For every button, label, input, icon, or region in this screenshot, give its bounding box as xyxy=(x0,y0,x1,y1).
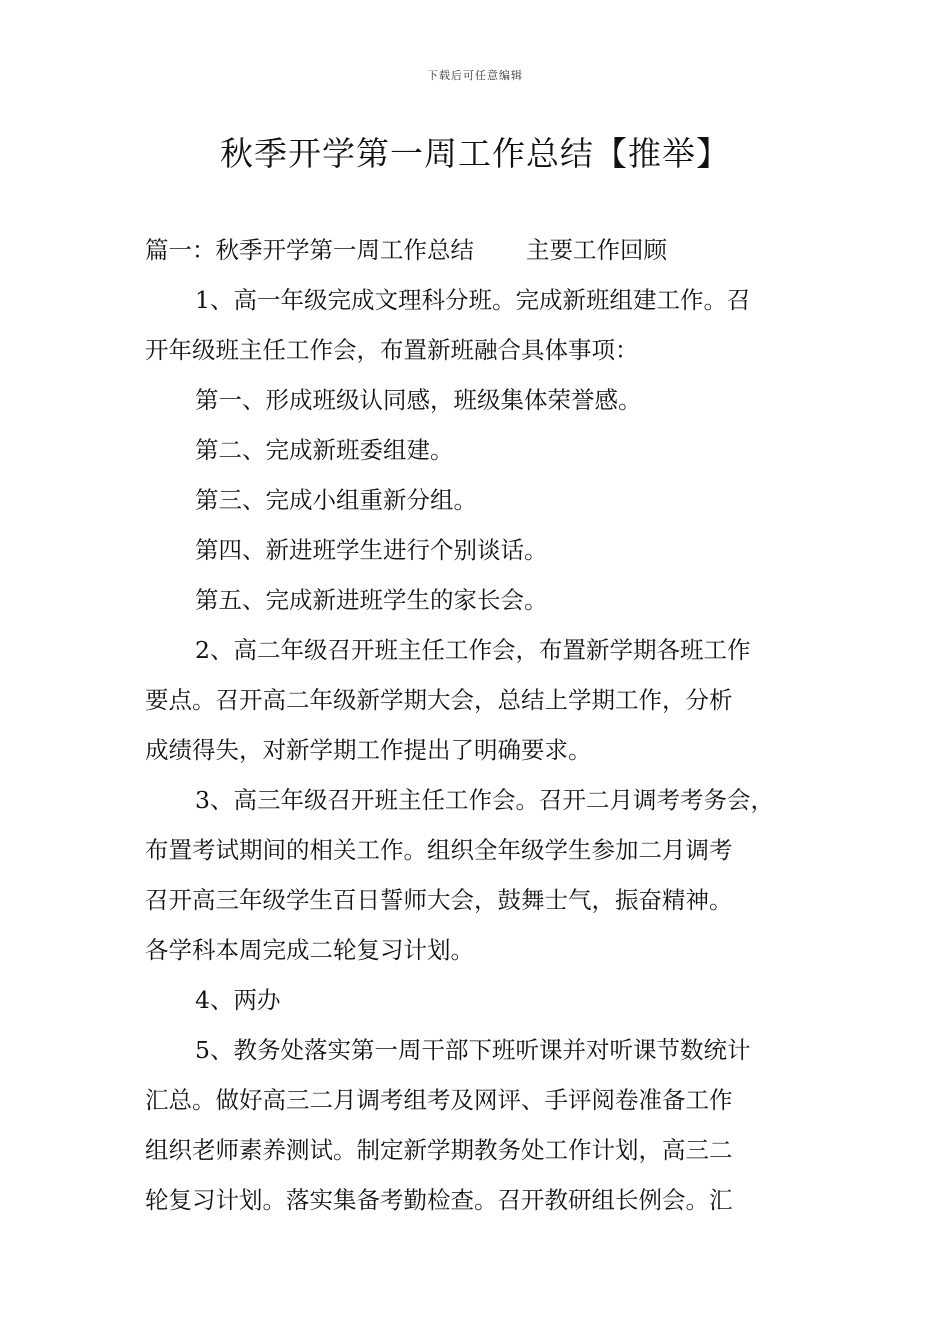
section-heading-title: 篇一：秋季开学第一周工作总结 xyxy=(145,236,474,264)
paragraph-line: 各学科本周完成二轮复习计划。 xyxy=(145,936,474,964)
section-heading xyxy=(145,225,810,275)
paragraph-line: 3、高三年级召开班主任工作会。召开二月调考考务会， xyxy=(195,786,774,814)
paragraph-line: 轮复习计划。落实集备考勤检查。召开教研组长例会。汇 xyxy=(145,1186,733,1214)
document-body xyxy=(145,225,810,1225)
paragraph-line: 第二、完成新班委组建。 xyxy=(195,436,454,464)
document-title: 秋季开学第一周工作总结【推举】 xyxy=(220,134,730,173)
paragraph-line: 第五、完成新进班学生的家长会。 xyxy=(195,586,548,614)
paragraph-line: 2、高二年级召开班主任工作会，布置新学期各班工作 xyxy=(195,636,751,664)
paragraph-line: 1、高一年级完成文理科分班。完成新班组建工作。召 xyxy=(195,286,751,314)
paragraph-line: 召开高三年级学生百日誓师大会，鼓舞士气，振奋精神。 xyxy=(145,886,733,914)
paragraph-line: 5、教务处落实第一周干部下班听课并对听课节数统计 xyxy=(195,1036,751,1064)
paragraph-line: 组织老师素养测试。制定新学期教务处工作计划，高三二 xyxy=(145,1136,733,1164)
paragraph-line: 布置考试期间的相关工作。组织全年级学生参加二月调考 xyxy=(145,836,733,864)
paragraph-line: 第三、完成小组重新分组。 xyxy=(195,486,477,514)
section-heading-subtitle: 主要工作回顾 xyxy=(526,236,667,264)
paragraph-line: 成绩得失，对新学期工作提出了明确要求。 xyxy=(145,736,592,764)
paragraph-line: 开年级班主任工作会，布置新班融合具体事项： xyxy=(145,336,639,364)
paragraph-line: 第四、新进班学生进行个别谈话。 xyxy=(195,536,548,564)
paragraph-line: 4、两办 xyxy=(195,986,281,1014)
paragraph-line: 汇总。做好高三二月调考组考及网评、手评阅卷准备工作 xyxy=(145,1086,733,1114)
paragraph-line: 第一、形成班级认同感，班级集体荣誉感。 xyxy=(195,386,642,414)
header-note: 下载后可任意编辑 xyxy=(427,69,523,82)
paragraph-line: 要点。召开高二年级新学期大会，总结上学期工作，分析 xyxy=(145,686,733,714)
